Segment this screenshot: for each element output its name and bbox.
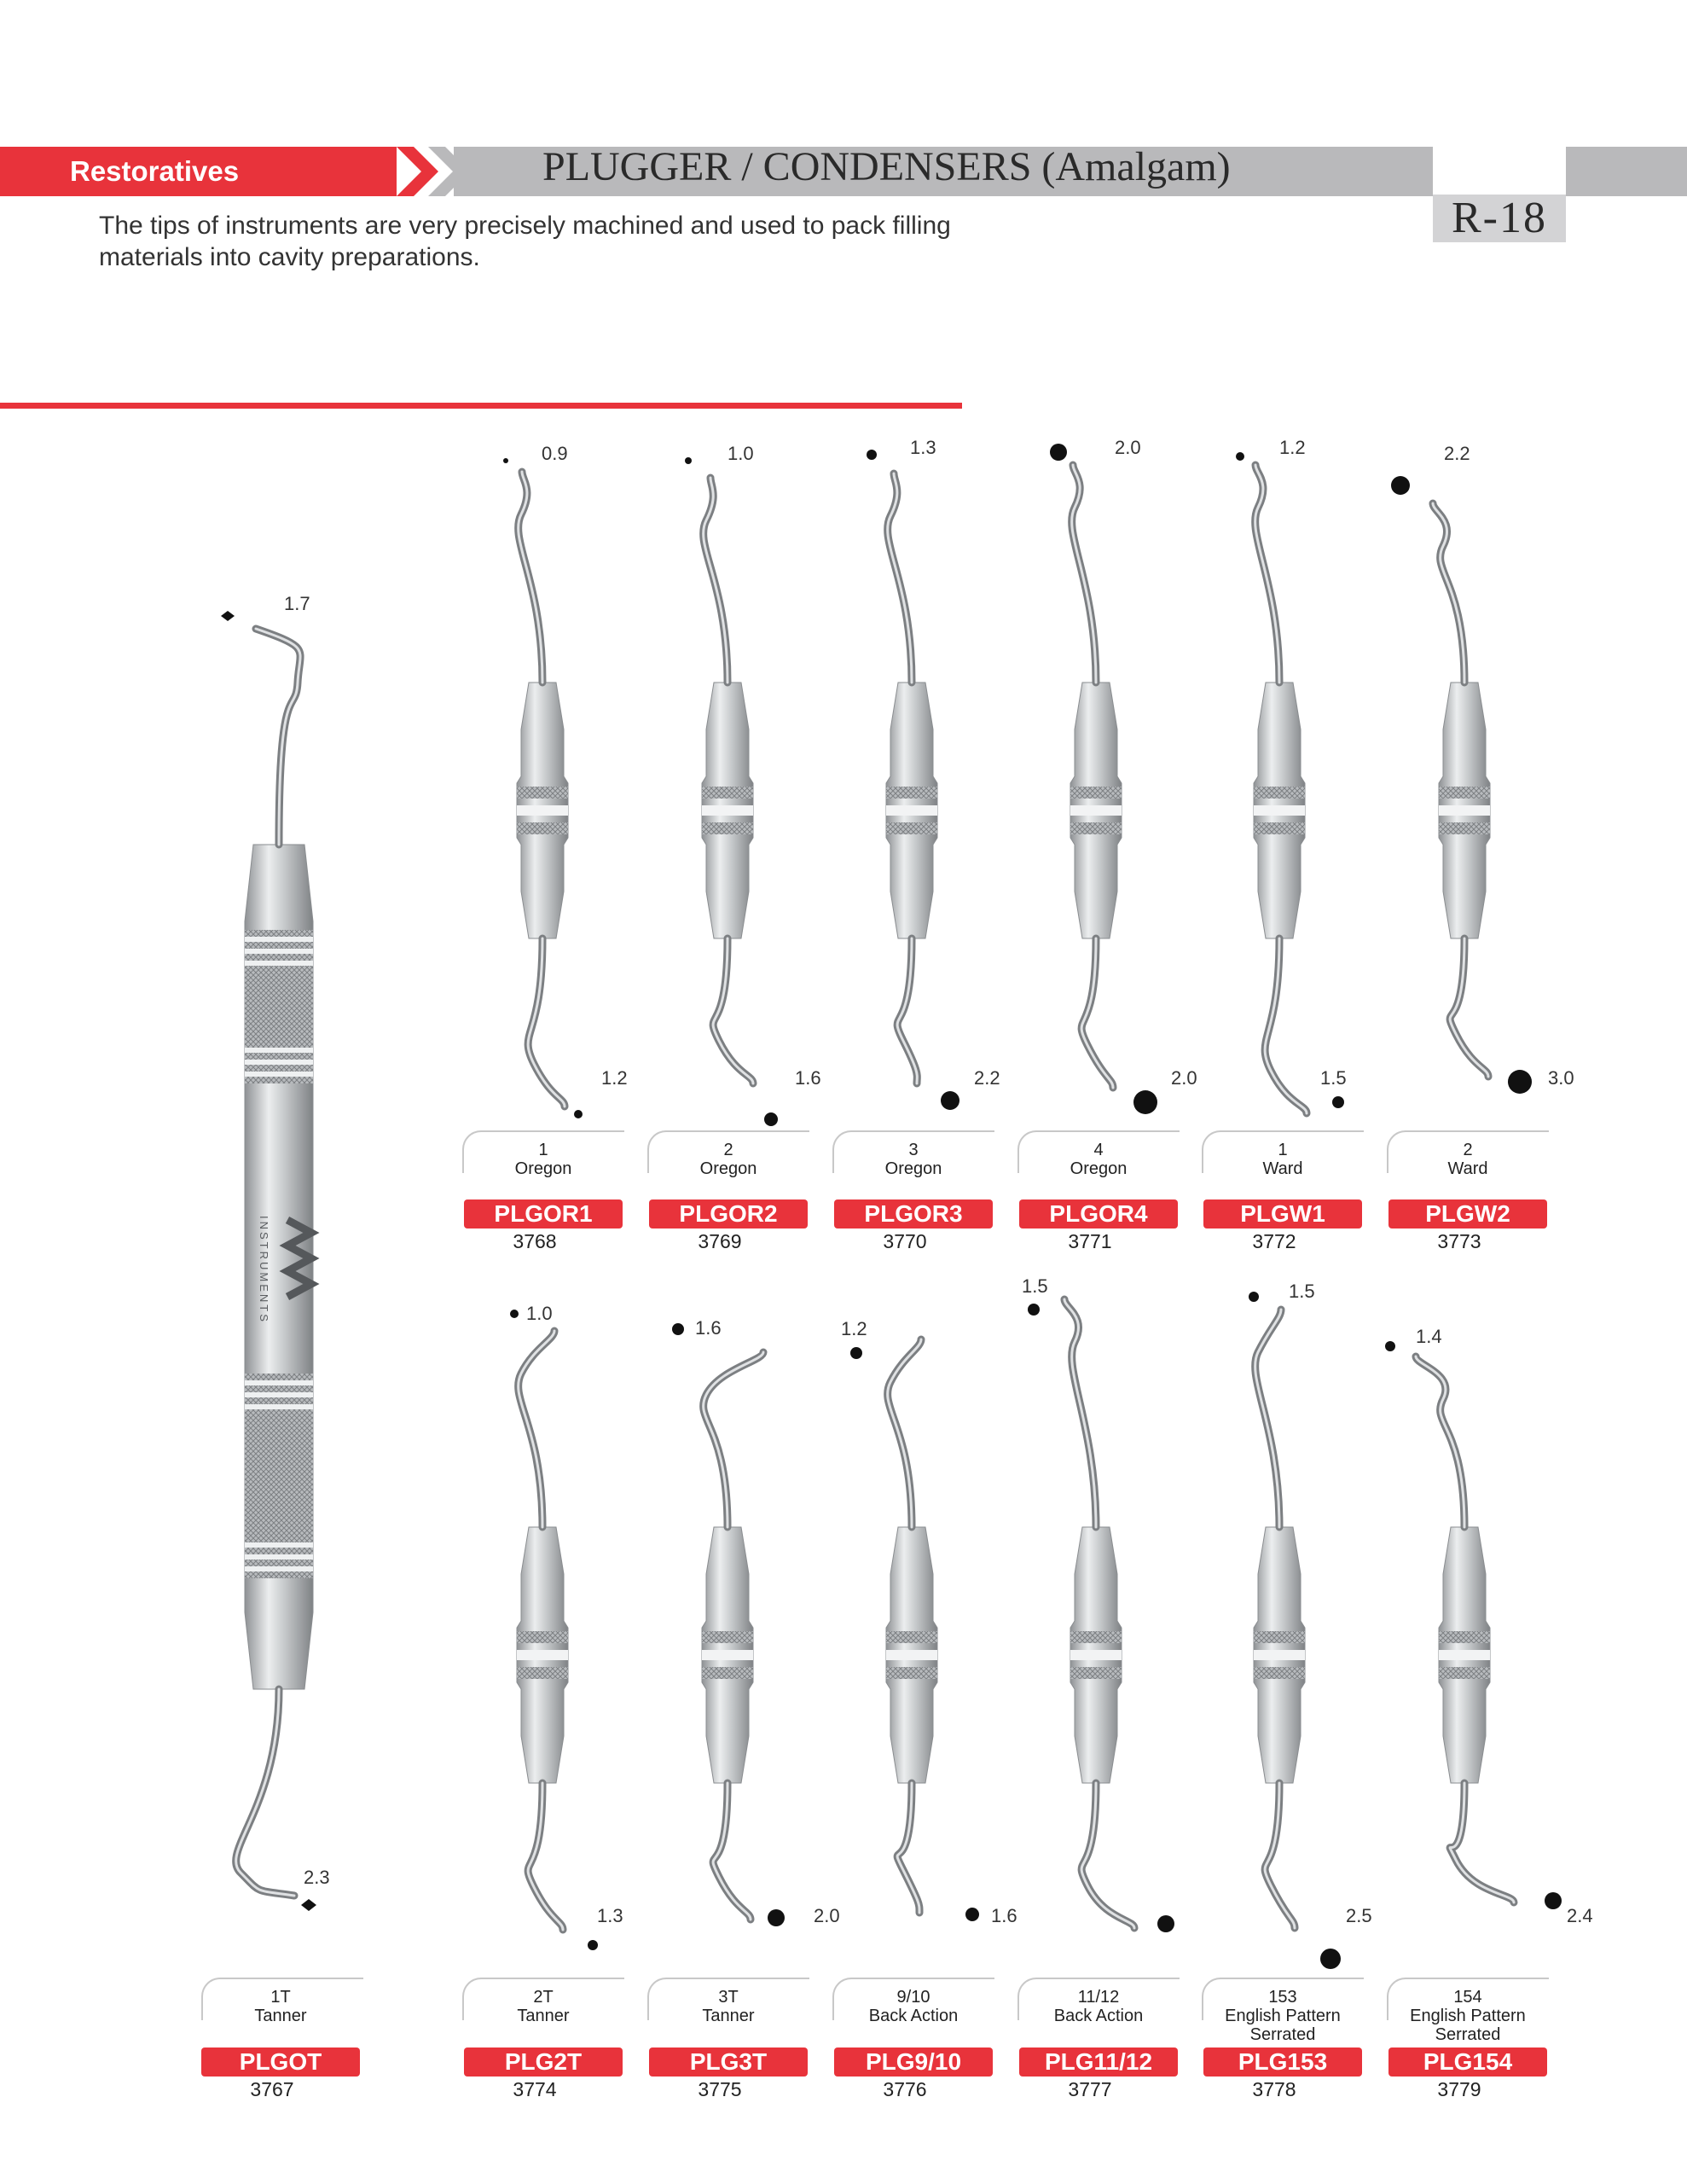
grip-knurl xyxy=(517,787,568,799)
tip-size-dot xyxy=(588,1940,598,1950)
grip-knurl xyxy=(1254,1667,1305,1679)
tip-size-bottom: 1.6 xyxy=(991,1905,1017,1926)
instrument-style: Tanner xyxy=(517,2007,570,2025)
grip-ring xyxy=(702,805,753,816)
tip-size-dot xyxy=(764,1112,778,1126)
grip-knurl xyxy=(1070,787,1122,799)
instrument-name: 154 xyxy=(1453,1988,1482,2007)
tip-size-bottom: 3.0 xyxy=(1548,1067,1574,1089)
instrument-style: English Pattern xyxy=(1410,2007,1526,2025)
grip-ring xyxy=(1439,805,1490,816)
shank-highlight xyxy=(713,938,753,1083)
instrument-style: English Pattern xyxy=(1225,2007,1341,2025)
grip-ring xyxy=(1439,1650,1490,1660)
reference-number: 3767 xyxy=(250,2078,294,2100)
tip-size-dot xyxy=(510,1310,519,1318)
tip-size-dot xyxy=(503,458,508,463)
tip-size-bottom: 1.5 xyxy=(1320,1067,1347,1089)
product-code-badge[interactable]: PLGOT xyxy=(201,2048,360,2077)
tip-size-dot xyxy=(965,1908,979,1921)
instrument-name: 11/12 xyxy=(1077,1988,1120,2007)
grip-knurl xyxy=(1254,1631,1305,1643)
tip-size-dot xyxy=(1332,1096,1344,1108)
grip-ring xyxy=(245,1404,313,1409)
section-tab[interactable]: Restoratives xyxy=(0,147,397,196)
tip-size-bottom: 1.2 xyxy=(601,1067,628,1089)
instrument-style: Oregon xyxy=(1070,1159,1128,1178)
reference-number: 3779 xyxy=(1437,2078,1481,2100)
shank xyxy=(1450,1783,1514,1902)
shank-highlight xyxy=(519,1331,554,1527)
grip-ring xyxy=(245,937,313,942)
grip-ring xyxy=(886,805,937,816)
tip-size-bottom: 1.3 xyxy=(597,1905,623,1926)
shank xyxy=(897,1783,919,1913)
shank xyxy=(236,1689,294,1896)
tip-size-top: 1.4 xyxy=(1416,1326,1442,1347)
grip-knurl xyxy=(702,787,753,799)
tip-size-bottom: 2.3 xyxy=(304,1867,330,1888)
shank xyxy=(1416,1356,1464,1527)
tip-size-bottom: 2.0 xyxy=(814,1905,840,1926)
tip-size-dot xyxy=(768,1909,785,1926)
grip-ring xyxy=(1070,805,1122,816)
grip-knurl xyxy=(886,822,937,834)
reference-number: 3777 xyxy=(1068,2078,1112,2100)
shank-highlight xyxy=(1450,938,1488,1077)
instrument-style: Oregon xyxy=(699,1159,757,1178)
grip-knurl xyxy=(517,1631,568,1643)
tip-size-top: 1.0 xyxy=(526,1303,553,1324)
product-code-badge[interactable]: PLGOR4 xyxy=(1019,1199,1178,1228)
shank xyxy=(1072,465,1096,682)
shank xyxy=(1433,503,1464,682)
shank-highlight xyxy=(256,629,300,845)
product-code-badge[interactable]: PLGOR2 xyxy=(649,1199,808,1228)
shank xyxy=(704,1352,763,1527)
tip-size-dot xyxy=(1508,1070,1532,1094)
shank xyxy=(1081,1783,1134,1928)
grip-knurl xyxy=(1439,822,1490,834)
grip-knurl xyxy=(702,1631,753,1643)
reference-number: 3778 xyxy=(1252,2078,1296,2100)
product-code-badge[interactable]: PLGW1 xyxy=(1203,1199,1362,1228)
tip-size-bottom: 2.0 xyxy=(1171,1067,1197,1089)
grip-knurl xyxy=(1070,1667,1122,1679)
tip-size-diamond xyxy=(301,1899,316,1911)
tip-size-dot xyxy=(1133,1090,1157,1114)
grip-knurl xyxy=(517,1667,568,1679)
tip-size-dot xyxy=(685,457,692,464)
tip-size-dot xyxy=(1028,1304,1040,1316)
instrument-name: 3 xyxy=(908,1141,919,1159)
grip-ring xyxy=(245,1566,313,1571)
page-title: PLUGGER / CONDENSERS (Amalgam) xyxy=(542,144,1231,189)
shank-highlight xyxy=(713,1783,751,1920)
tip-size-dot xyxy=(1545,1892,1562,1909)
instrument-style: Oregon xyxy=(884,1159,942,1178)
grip-ring xyxy=(245,1542,313,1548)
product-code-badge[interactable]: PLGOR1 xyxy=(464,1199,623,1228)
grip-knurl xyxy=(1070,822,1122,834)
instrument-name: 2T xyxy=(533,1988,554,2007)
grip-ring xyxy=(1254,1650,1305,1660)
reference-number: 3770 xyxy=(883,1230,927,1252)
brand-logo-text: INSTRUMENTS xyxy=(258,1216,270,1324)
grip-knurl xyxy=(1254,787,1305,799)
instrument-name: 3T xyxy=(718,1988,739,2007)
instrument-name: 2 xyxy=(1463,1141,1473,1159)
grip-ring xyxy=(245,961,313,966)
tip-size-dot xyxy=(574,1110,583,1118)
grip-ring xyxy=(886,1650,937,1660)
tip-size-dot xyxy=(1391,476,1410,495)
grip-knurl xyxy=(886,1667,937,1679)
product-code-badge[interactable]: PLG2T xyxy=(464,2048,623,2077)
grip-knurl xyxy=(1439,1631,1490,1643)
grip-knurl xyxy=(1439,787,1490,799)
reference-number: 3772 xyxy=(1252,1230,1296,1252)
instrument-style: Ward xyxy=(1262,1159,1303,1178)
instrument-style: Oregon xyxy=(514,1159,572,1178)
tip-size-dot xyxy=(1157,1915,1174,1932)
tip-size-dot xyxy=(1320,1949,1341,1969)
tip-size-top: 1.5 xyxy=(1289,1281,1315,1302)
instrument-name: 1 xyxy=(538,1141,548,1159)
grip-knurl xyxy=(1070,1631,1122,1643)
instrument-name: 2 xyxy=(723,1141,733,1159)
product-code-badge[interactable]: PLG3T xyxy=(649,2048,808,2077)
tip-size-dot xyxy=(1249,1292,1259,1302)
shank xyxy=(1265,938,1307,1113)
instrument-style-detail: Serrated xyxy=(1435,2025,1501,2044)
tip-size-diamond xyxy=(221,611,235,621)
reference-number: 3774 xyxy=(513,2078,557,2100)
tip-size-dot xyxy=(672,1323,684,1335)
grip-ring xyxy=(245,1554,313,1560)
shank xyxy=(704,478,728,682)
instrument-name: 9/10 xyxy=(896,1988,930,2007)
instrument-style: Tanner xyxy=(254,2007,307,2025)
shank xyxy=(1064,1299,1096,1527)
product-code-badge[interactable]: PLG11/12 xyxy=(1019,2048,1178,2077)
tip-size-top: 1.6 xyxy=(695,1317,722,1339)
tip-size-dot xyxy=(1050,444,1067,461)
shank xyxy=(888,473,912,682)
grip-knurl xyxy=(702,822,753,834)
grip-ring xyxy=(245,1072,313,1077)
tip-size-bottom: 2.2 xyxy=(974,1067,1000,1089)
grip-ring xyxy=(1254,805,1305,816)
grip-ring xyxy=(517,805,568,816)
tip-size-top: 0.9 xyxy=(542,443,568,464)
instrument-style: Ward xyxy=(1447,1159,1488,1178)
tip-size-bottom: 2.5 xyxy=(1346,1905,1372,1926)
instrument-name: 1 xyxy=(1278,1141,1288,1159)
grip-knurl xyxy=(886,787,937,799)
grip-ring xyxy=(517,1650,568,1660)
tip-size-dot xyxy=(1385,1341,1395,1351)
shank xyxy=(888,1339,921,1527)
product-code-badge[interactable]: PLG153 xyxy=(1203,2048,1362,2077)
instrument-name: 4 xyxy=(1093,1141,1104,1159)
tip-size-top: 1.2 xyxy=(1279,437,1306,458)
reference-number: 3769 xyxy=(698,1230,742,1252)
grip-knurl xyxy=(1254,822,1305,834)
grip-ring xyxy=(245,949,313,954)
reference-number: 3773 xyxy=(1437,1230,1481,1252)
instrument-style: Back Action xyxy=(868,2007,959,2025)
grip-knurl xyxy=(1439,1667,1490,1679)
reference-number: 3776 xyxy=(883,2078,927,2100)
shank xyxy=(519,1331,554,1527)
tip-size-bottom: 1.6 xyxy=(795,1067,821,1089)
tip-size-top: 1.2 xyxy=(841,1318,867,1339)
tip-size-dot xyxy=(850,1347,862,1359)
tip-size-bottom: 2.4 xyxy=(1567,1905,1593,1926)
instrument-name: 153 xyxy=(1268,1988,1297,2007)
shank xyxy=(519,472,542,682)
shank xyxy=(1255,465,1279,682)
tip-size-top: 1.3 xyxy=(910,437,936,458)
shank-highlight xyxy=(888,1339,921,1527)
grip-ring xyxy=(702,1650,753,1660)
grip-knurl xyxy=(702,1667,753,1679)
grip-ring xyxy=(245,1048,313,1053)
instrument-style-detail: Serrated xyxy=(1249,2025,1316,2044)
grip-ring xyxy=(245,1392,313,1397)
tip-size-top: 2.0 xyxy=(1115,437,1141,458)
grip-ring xyxy=(245,1380,313,1385)
product-code-badge[interactable]: PLGW2 xyxy=(1388,1199,1547,1228)
tip-size-dot xyxy=(1236,452,1244,461)
intro-text: The tips of instruments are very precisely machined and used to pack filling materials into cavity preparations. xyxy=(99,212,951,271)
tip-size-top: 1.0 xyxy=(728,443,754,464)
page-code: R-18 xyxy=(1433,195,1566,242)
tip-size-top: 1.5 xyxy=(1022,1275,1048,1297)
product-code-badge[interactable]: PLG9/10 xyxy=(834,2048,993,2077)
tip-size-dot xyxy=(941,1091,959,1110)
tip-size-top: 1.7 xyxy=(284,593,310,614)
grip-ring xyxy=(245,1060,313,1065)
grip-knurl xyxy=(886,1631,937,1643)
product-code-badge[interactable]: PLGOR3 xyxy=(834,1199,993,1228)
reference-number: 3768 xyxy=(513,1230,557,1252)
grip-knurl xyxy=(517,822,568,834)
tip-size-top: 2.2 xyxy=(1444,443,1470,464)
reference-number: 3775 xyxy=(698,2078,742,2100)
instrument-name: 1T xyxy=(270,1988,291,2007)
instrument-style: Back Action xyxy=(1053,2007,1144,2025)
product-code-badge[interactable]: PLG154 xyxy=(1388,2048,1547,2077)
instrument-style: Tanner xyxy=(702,2007,755,2025)
tip-size-dot xyxy=(867,450,877,460)
grip-ring xyxy=(1070,1650,1122,1660)
reference-number: 3771 xyxy=(1068,1230,1112,1252)
